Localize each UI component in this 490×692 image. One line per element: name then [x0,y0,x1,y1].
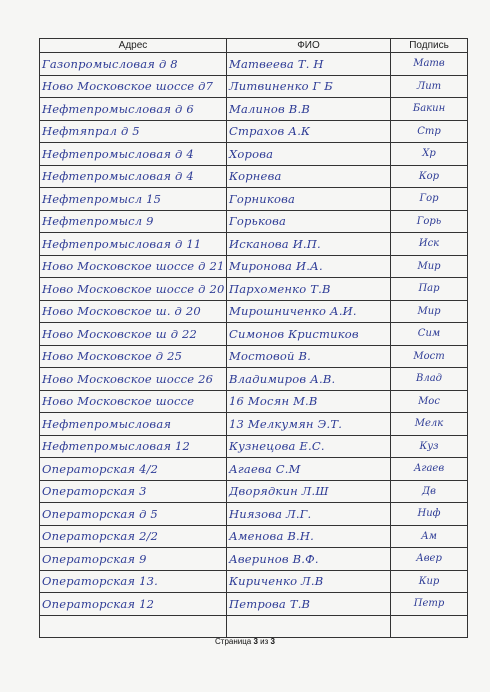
cell-address: Операторская 4/2 [40,458,227,481]
cell-fio: Симонов Кристиков [227,323,391,346]
cell-fio: Корнева [227,165,391,188]
cell-address [40,615,227,638]
table-row [40,615,468,638]
cell-signature: Хр [391,143,468,166]
table-row [40,233,468,256]
cell-address: Газопромысловая д 8 [40,53,227,76]
cell-address: Ново Московское шоссе д 20 [40,278,227,301]
footer-middle: из [257,637,271,646]
cell-signature: Кир [391,570,468,593]
cell-address: Ново Московское шоссе 26 [40,368,227,391]
cell-address: Ново Московское шоссе [40,390,227,413]
cell-signature: Матв [391,53,468,76]
cell-address: Нефтепромысловая д 4 [40,165,227,188]
cell-signature: Агаев [391,458,468,481]
table-row [40,593,468,616]
cell-address: Ново Московское ш д 22 [40,323,227,346]
cell-address: Нефтепромысл 9 [40,210,227,233]
table-row [40,53,468,76]
table-row [40,435,468,458]
cell-signature: Авер [391,548,468,571]
cell-signature: Стр [391,120,468,143]
cell-signature: Петр [391,593,468,616]
table-row [40,345,468,368]
table-row [40,165,468,188]
table-row [40,525,468,548]
cell-fio: Горникова [227,188,391,211]
cell-address: Нефтепромысловая д 6 [40,98,227,121]
table-row [40,458,468,481]
table-row [40,210,468,233]
cell-fio: Петрова Т.В [227,593,391,616]
cell-fio: Мостовой В. [227,345,391,368]
cell-fio: Агаева С.М [227,458,391,481]
cell-signature: Ам [391,525,468,548]
table-row [40,255,468,278]
header-address: Адрес [40,39,227,53]
cell-signature: Мос [391,390,468,413]
cell-signature: Иск [391,233,468,256]
cell-fio [227,615,391,638]
cell-signature: Дв [391,480,468,503]
cell-address: Нефтяпрал д 5 [40,120,227,143]
table-row [40,480,468,503]
cell-signature: Сим [391,323,468,346]
cell-address: Ново Московское д 25 [40,345,227,368]
cell-fio: Владимиров А.В. [227,368,391,391]
table-body [40,53,468,638]
cell-signature: Кор [391,165,468,188]
cell-address: Ново Московское шоссе д7 [40,75,227,98]
cell-fio: Исканова И.П. [227,233,391,256]
signature-table [39,38,468,638]
table-row [40,570,468,593]
cell-signature [391,615,468,638]
table-row [40,143,468,166]
table-row [40,503,468,526]
cell-signature: Лит [391,75,468,98]
table-row [40,120,468,143]
cell-fio: Матвеева Т. Н [227,53,391,76]
header-fio: ФИО [227,39,391,53]
table-row [40,75,468,98]
cell-signature: Мелк [391,413,468,436]
cell-signature: Горь [391,210,468,233]
cell-address: Операторская 13. [40,570,227,593]
cell-fio: Аверинов В.Ф. [227,548,391,571]
cell-fio: Горькова [227,210,391,233]
cell-address: Операторская 9 [40,548,227,571]
cell-signature: Куз [391,435,468,458]
table-row [40,278,468,301]
cell-fio: 13 Мелкумян Э.Т. [227,413,391,436]
cell-fio: Страхов А.К [227,120,391,143]
cell-address: Нефтепромысловая д 4 [40,143,227,166]
cell-fio: Мирошниченко А.И. [227,300,391,323]
footer-current-page: 3 [253,637,258,646]
cell-fio: Малинов В.В [227,98,391,121]
cell-fio: Аменова В.Н. [227,525,391,548]
cell-fio: 16 Мосян М.В [227,390,391,413]
cell-fio: Миронова И.А. [227,255,391,278]
cell-address: Операторская 3 [40,480,227,503]
header-signature: Подпись [391,39,468,53]
cell-fio: Дворядкин Л.Ш [227,480,391,503]
cell-signature: Мир [391,255,468,278]
cell-address: Нефтепромысловая д 11 [40,233,227,256]
table-row [40,323,468,346]
table-header-row [40,39,468,53]
table-row [40,98,468,121]
footer-prefix: Страница [215,637,254,646]
table-row [40,390,468,413]
cell-fio: Кириченко Л.В [227,570,391,593]
cell-fio: Хорова [227,143,391,166]
cell-signature: Бакин [391,98,468,121]
table-row [40,300,468,323]
cell-signature: Влад [391,368,468,391]
cell-address: Нефтепромысл 15 [40,188,227,211]
cell-address: Нефтепромысловая 12 [40,435,227,458]
cell-address: Ново Московское ш. д 20 [40,300,227,323]
table-row [40,548,468,571]
cell-address: Операторская 12 [40,593,227,616]
cell-signature: Ниф [391,503,468,526]
cell-signature: Мир [391,300,468,323]
table-row [40,413,468,436]
cell-address: Операторская д 5 [40,503,227,526]
table-row [40,188,468,211]
cell-signature: Мост [391,345,468,368]
cell-address: Нефтепромысловая [40,413,227,436]
cell-signature: Гор [391,188,468,211]
cell-address: Ново Московское шоссе д 21 [40,255,227,278]
cell-address: Операторская 2/2 [40,525,227,548]
cell-fio: Пархоменко Т.В [227,278,391,301]
cell-fio: Ниязова Л.Г. [227,503,391,526]
table-row [40,368,468,391]
cell-fio: Литвиненко Г Б [227,75,391,98]
footer-total-pages: 3 [270,637,275,646]
page-footer [0,637,490,646]
cell-signature: Пар [391,278,468,301]
cell-fio: Кузнецова Е.С. [227,435,391,458]
